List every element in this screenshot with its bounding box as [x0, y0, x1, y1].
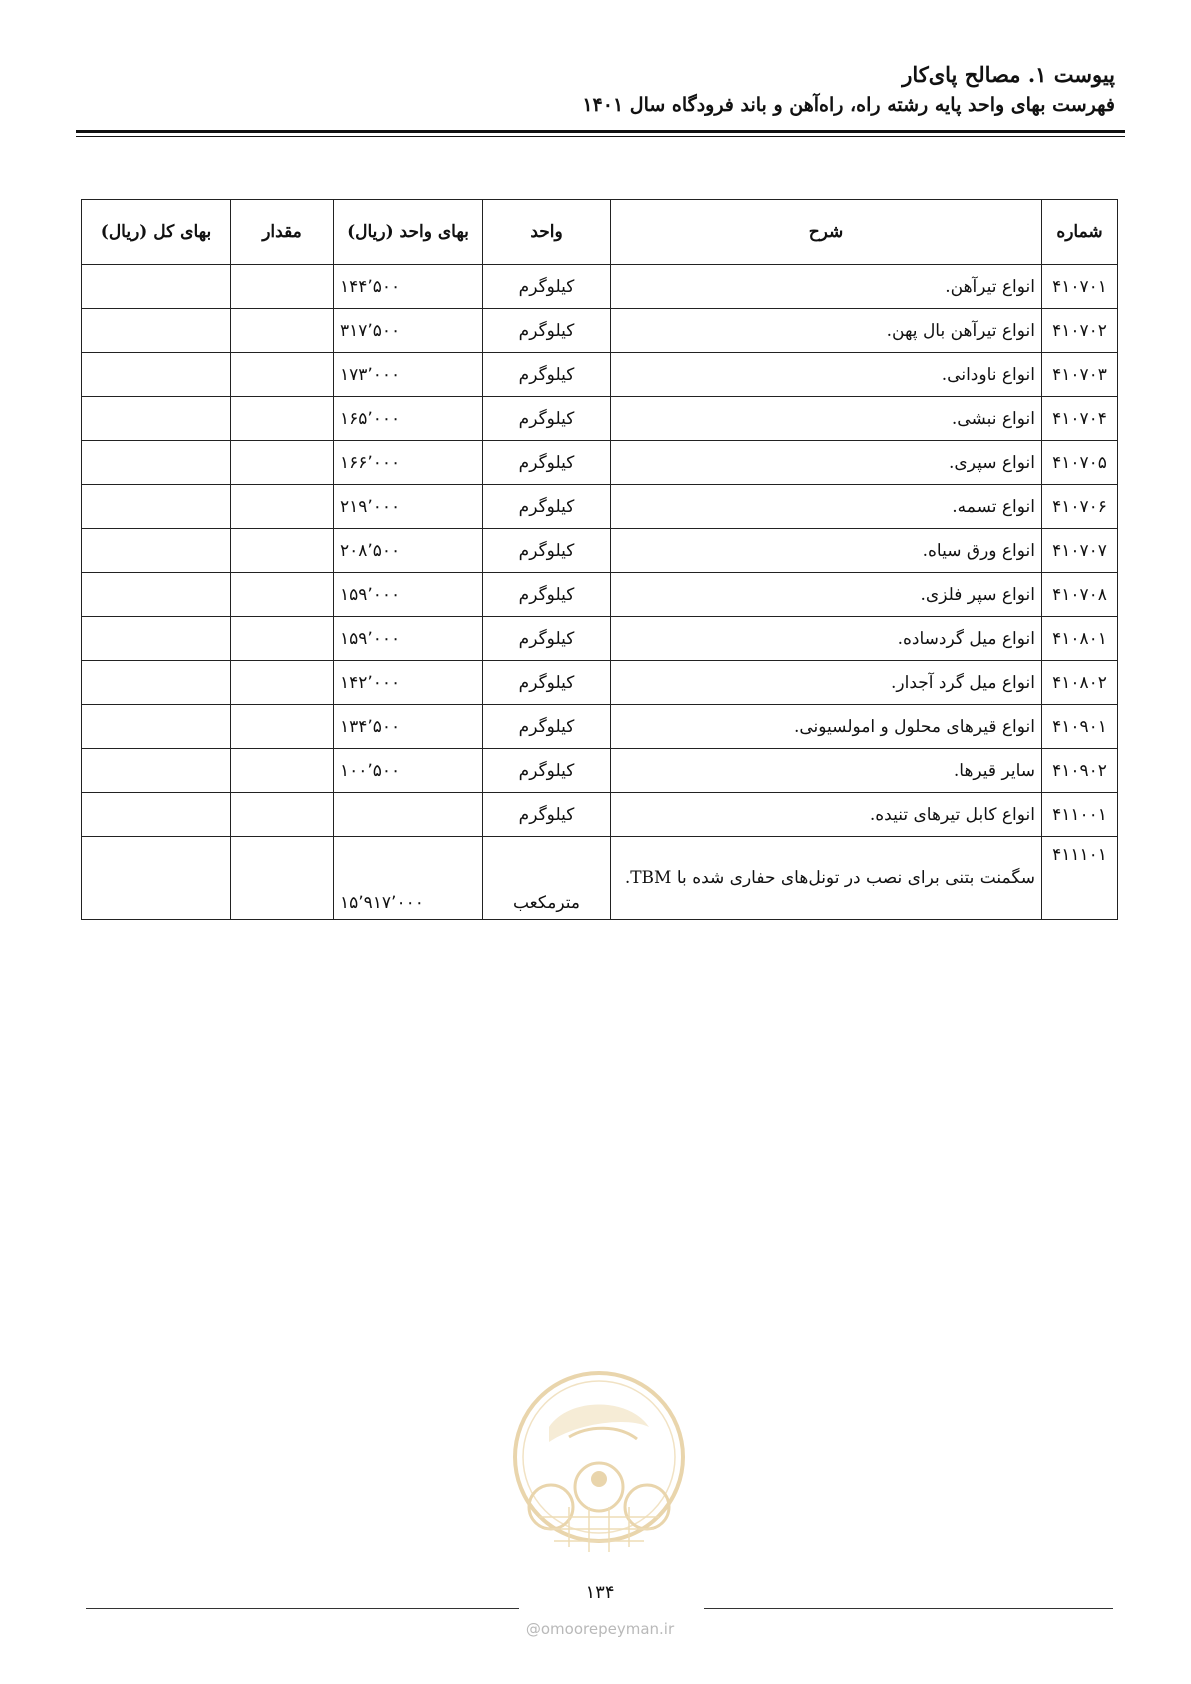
- row-code: ۴۱۰۹۰۱: [1042, 705, 1118, 749]
- row-description: انواع ناودانی.: [611, 353, 1042, 397]
- table-row: [82, 265, 1118, 309]
- row-code: ۴۱۰۸۰۱: [1042, 617, 1118, 661]
- row-unit-price: ۱۶۵٬۰۰۰: [334, 397, 483, 441]
- row-quantity: [231, 793, 334, 837]
- row-unit: کیلوگرم: [483, 353, 611, 397]
- page-number: ۱۳۴: [585, 1582, 615, 1603]
- row-quantity: [231, 617, 334, 661]
- row-quantity: [231, 265, 334, 309]
- row-unit-price: [334, 793, 483, 837]
- row-quantity: [231, 661, 334, 705]
- table-row: [82, 529, 1118, 573]
- column-header-quantity: مقدار: [231, 200, 334, 265]
- page-header: [75, 60, 1115, 120]
- row-unit-price: ۱۵٬۹۱۷٬۰۰۰: [334, 837, 483, 920]
- row-quantity: [231, 353, 334, 397]
- column-header-total-price: بهای کل (ریال): [82, 200, 231, 265]
- column-header-code: شماره: [1042, 200, 1118, 265]
- table-row: [82, 705, 1118, 749]
- row-unit-price: ۱۰۰٬۵۰۰: [334, 749, 483, 793]
- row-description: انواع تسمه.: [611, 485, 1042, 529]
- row-unit: کیلوگرم: [483, 485, 611, 529]
- row-quantity: [231, 529, 334, 573]
- row-code: ۴۱۰۷۰۲: [1042, 309, 1118, 353]
- row-quantity: [231, 705, 334, 749]
- row-description: انواع سپر فلزی.: [611, 573, 1042, 617]
- row-description: انواع قیرهای محلول و امولسیونی.: [611, 705, 1042, 749]
- row-total-price: [82, 749, 231, 793]
- row-quantity: [231, 397, 334, 441]
- row-unit: کیلوگرم: [483, 529, 611, 573]
- table-row: [82, 837, 1118, 920]
- footer-rule-left: [86, 1608, 519, 1609]
- row-total-price: [82, 265, 231, 309]
- row-unit-price: ۲۰۸٬۵۰۰: [334, 529, 483, 573]
- row-unit-price: ۱۵۹٬۰۰۰: [334, 617, 483, 661]
- row-description: انواع کابل تیرهای تنیده.: [611, 793, 1042, 837]
- row-unit: کیلوگرم: [483, 793, 611, 837]
- row-total-price: [82, 397, 231, 441]
- row-code: ۴۱۰۸۰۲: [1042, 661, 1118, 705]
- row-code: ۴۱۰۹۰۲: [1042, 749, 1118, 793]
- row-unit: کیلوگرم: [483, 749, 611, 793]
- header-rule-thin: [76, 136, 1125, 137]
- row-unit: کیلوگرم: [483, 705, 611, 749]
- column-header-unit-price: بهای واحد (ریال): [334, 200, 483, 265]
- row-total-price: [82, 617, 231, 661]
- column-header-unit: واحد: [483, 200, 611, 265]
- omoor-peyman-seal-icon: [509, 1367, 689, 1567]
- appendix-title: پیوست ۱. مصالح پای‌کار: [902, 62, 1115, 87]
- row-total-price: [82, 573, 231, 617]
- header-rule-thick: [76, 130, 1125, 133]
- row-description: انواع تیرآهن.: [611, 265, 1042, 309]
- row-unit: کیلوگرم: [483, 617, 611, 661]
- row-quantity: [231, 837, 334, 920]
- table-row: [82, 309, 1118, 353]
- row-description: سگمنت بتنی برای نصب در تونل‌های حفاری شده با TBM.: [611, 837, 1042, 920]
- price-table: [81, 199, 1118, 920]
- row-unit: کیلوگرم: [483, 441, 611, 485]
- footer-rule-right: [704, 1608, 1113, 1609]
- table-row: [82, 661, 1118, 705]
- row-quantity: [231, 573, 334, 617]
- row-unit-price: ۱۷۳٬۰۰۰: [334, 353, 483, 397]
- table-row: [82, 397, 1118, 441]
- row-unit-price: ۲۱۹٬۰۰۰: [334, 485, 483, 529]
- row-quantity: [231, 441, 334, 485]
- row-total-price: [82, 441, 231, 485]
- row-code: ۴۱۰۷۰۳: [1042, 353, 1118, 397]
- row-code: ۴۱۰۷۰۶: [1042, 485, 1118, 529]
- row-description: سایر قیرها.: [611, 749, 1042, 793]
- table-row: [82, 749, 1118, 793]
- table-row: [82, 617, 1118, 661]
- price-list-subtitle: فهرست بهای واحد پایه رشته راه، راه‌آهن و باند فرودگاه سال ۱۴۰۱: [582, 94, 1115, 116]
- row-total-price: [82, 309, 231, 353]
- row-unit: کیلوگرم: [483, 397, 611, 441]
- row-total-price: [82, 529, 231, 573]
- row-unit: کیلوگرم: [483, 661, 611, 705]
- row-quantity: [231, 485, 334, 529]
- row-unit-price: ۱۳۴٬۵۰۰: [334, 705, 483, 749]
- row-total-price: [82, 837, 231, 920]
- row-unit: کیلوگرم: [483, 309, 611, 353]
- row-total-price: [82, 485, 231, 529]
- row-total-price: [82, 661, 231, 705]
- row-total-price: [82, 353, 231, 397]
- row-unit-price: ۱۶۶٬۰۰۰: [334, 441, 483, 485]
- row-code: ۴۱۰۷۰۵: [1042, 441, 1118, 485]
- row-unit-price: ۱۴۲٬۰۰۰: [334, 661, 483, 705]
- row-code: ۴۱۱۰۰۱: [1042, 793, 1118, 837]
- row-description: انواع میل گردساده.: [611, 617, 1042, 661]
- table-row: [82, 353, 1118, 397]
- row-code: ۴۱۱۱۰۱: [1042, 837, 1118, 920]
- table-row: [82, 485, 1118, 529]
- column-header-description: شرح: [611, 200, 1042, 265]
- row-quantity: [231, 749, 334, 793]
- row-code: ۴۱۰۷۰۴: [1042, 397, 1118, 441]
- row-unit: کیلوگرم: [483, 573, 611, 617]
- table-row: [82, 573, 1118, 617]
- row-code: ۴۱۰۷۰۱: [1042, 265, 1118, 309]
- row-description: انواع میل گرد آجدار.: [611, 661, 1042, 705]
- row-unit-price: ۳۱۷٬۵۰۰: [334, 309, 483, 353]
- row-description: انواع سپری.: [611, 441, 1042, 485]
- row-unit-price: ۱۴۴٬۵۰۰: [334, 265, 483, 309]
- row-unit-price: ۱۵۹٬۰۰۰: [334, 573, 483, 617]
- row-quantity: [231, 309, 334, 353]
- row-description: انواع نبشی.: [611, 397, 1042, 441]
- table-row: [82, 793, 1118, 837]
- table-header-row: [82, 200, 1118, 265]
- row-unit: مترمکعب: [483, 837, 611, 920]
- table-row: [82, 441, 1118, 485]
- row-description: انواع تیرآهن بال پهن.: [611, 309, 1042, 353]
- row-total-price: [82, 793, 231, 837]
- row-code: ۴۱۰۷۰۷: [1042, 529, 1118, 573]
- row-unit: کیلوگرم: [483, 265, 611, 309]
- site-watermark-text: @omoorepeyman.ir: [525, 1620, 675, 1638]
- row-description: انواع ورق سیاه.: [611, 529, 1042, 573]
- row-code: ۴۱۰۷۰۸: [1042, 573, 1118, 617]
- row-total-price: [82, 705, 231, 749]
